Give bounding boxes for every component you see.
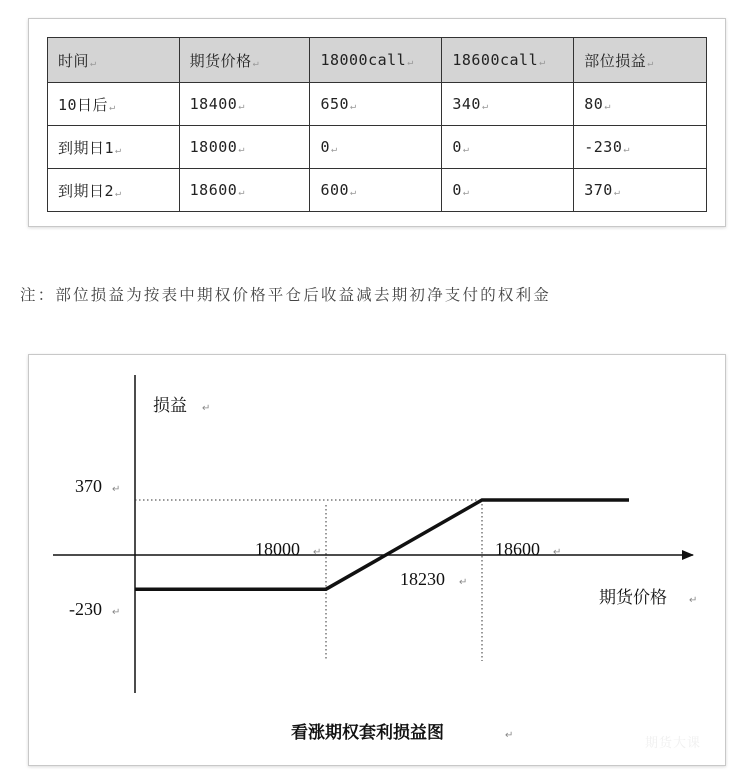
- return-mark: ↵: [553, 547, 562, 558]
- header-18600call: 18600call↵: [442, 38, 574, 83]
- header-time: 时间↵: [48, 38, 180, 83]
- payoff-series-line: [135, 500, 629, 589]
- table-row: [48, 169, 707, 212]
- return-mark: ↵: [112, 484, 121, 495]
- cell-position-pnl: -230↵: [574, 126, 707, 169]
- cell-18600call: 340↵: [442, 83, 574, 126]
- x-axis-label: 期货价格: [599, 588, 667, 608]
- header-18000call: 18000call↵: [310, 38, 442, 83]
- table-note: 注：部位损益为按表中期权价格平仓后收益减去期初净支付的权利金: [20, 286, 552, 304]
- x-tick-label-18000: 18000: [255, 539, 300, 559]
- y-tick-label-370: 370: [75, 476, 102, 496]
- cell-18600call: 0↵: [442, 169, 574, 212]
- return-mark: ↵: [313, 547, 322, 558]
- cell-futures-price: 18000↵: [179, 126, 310, 169]
- cell-position-pnl: 370↵: [574, 169, 707, 212]
- cell-18000call: 600↵: [310, 169, 442, 212]
- cell-time: 到期日2↵: [48, 169, 180, 212]
- payoff-table-frame: [28, 18, 726, 227]
- cell-18000call: 0↵: [310, 126, 442, 169]
- y-axis-label: 损益: [153, 396, 187, 416]
- return-mark: ↵: [112, 607, 121, 619]
- cell-18000call: 650↵: [310, 83, 442, 126]
- return-mark: ↵: [202, 403, 211, 414]
- table-row: [48, 83, 707, 126]
- return-mark: ↵: [505, 730, 514, 741]
- return-mark: ↵: [689, 595, 698, 606]
- header-futures-price: 期货价格↵: [179, 38, 310, 83]
- x-tick-label-18600: 18600: [495, 539, 540, 559]
- payoff-chart-frame: [28, 354, 726, 766]
- cell-time: 10日后↵: [48, 83, 180, 126]
- cell-time: 到期日1↵: [48, 126, 180, 169]
- header-position-pnl: 部位损益↵: [574, 38, 707, 83]
- cell-futures-price: 18600↵: [179, 169, 310, 212]
- cell-position-pnl: 80↵: [574, 83, 707, 126]
- watermark: 期货大课: [644, 736, 701, 751]
- payoff-table: [47, 37, 707, 212]
- table-row: [48, 126, 707, 169]
- payoff-chart: [29, 355, 725, 765]
- cell-18600call: 0↵: [442, 126, 574, 169]
- chart-title: 看涨期权套利损益图: [291, 723, 444, 743]
- table-header-row: [48, 38, 707, 83]
- y-tick-label-neg230: -230: [69, 599, 102, 620]
- return-mark: ↵: [459, 577, 468, 588]
- x-tick-label-18230: 18230: [400, 569, 445, 589]
- cell-futures-price: 18400↵: [179, 83, 310, 126]
